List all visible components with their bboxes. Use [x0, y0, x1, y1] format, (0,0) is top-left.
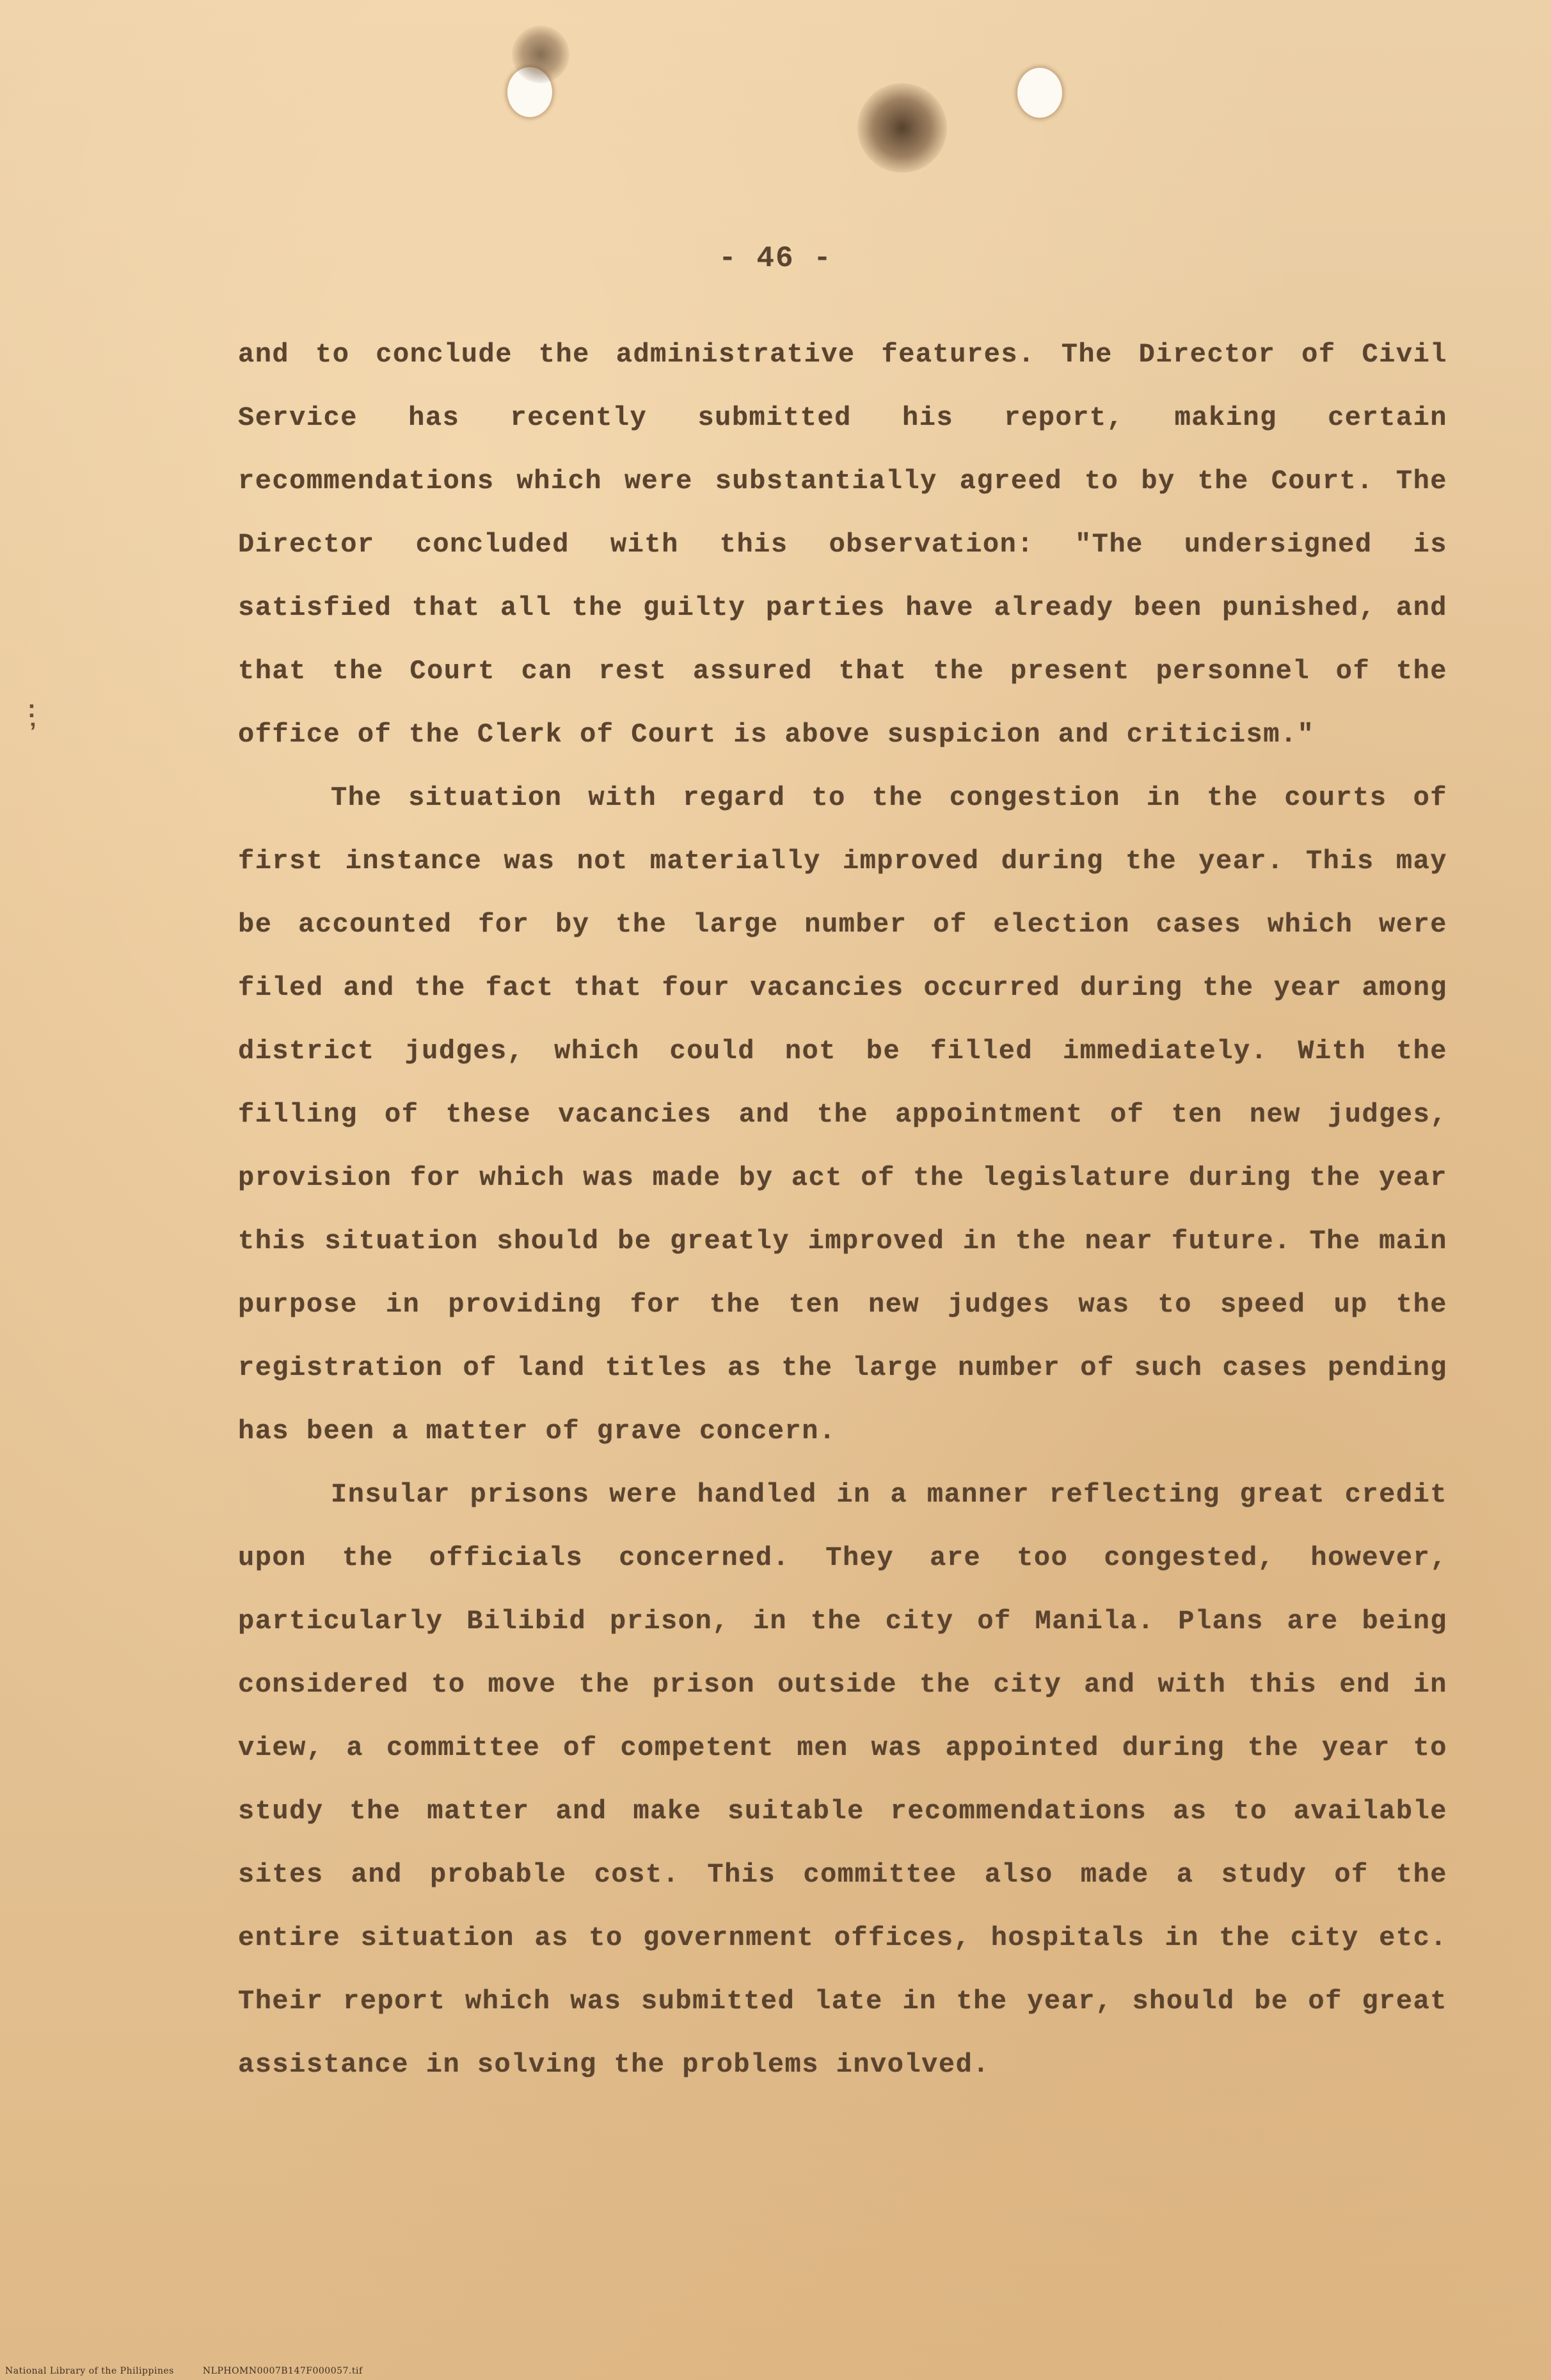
- paragraph-3: Insular prisons were handled in a manner reflecting great credit upon the officials concerned. They are too congested, however, particularly Bilibid prison, in the city of Manila. Plans are being considered to move the prison outside the city and with this end in view, a committee of competent men was appointed during the year to study the matter and make suitable recommendations as to available sites and probable cost. This committee also made a study of the entire situation as to government offices, hospitals in the city etc. Their report which was submitted late in the year, should be of great assistance in solving the problems involved.: [238, 1479, 1447, 2080]
- page-number: - 46 -: [719, 242, 832, 275]
- punch-hole-right: [1017, 68, 1062, 118]
- footer-file-id: NLPHOMN0007B147F000057.tif: [202, 2366, 363, 2376]
- ink-stain: [857, 83, 947, 173]
- archive-footer: [5, 2366, 363, 2376]
- paragraph-2: The situation with regard to the congestion in the courts of first instance was not materially improved during the year. This may be accounted for by the large number of election cases which were filed and the fact that four vacancies occurred during the year among district judges, which could not be filled immediately. With the filling of these vacancies and the appointment of ten new judges, provision for which was made by act of the legislature during the year this situation should be greatly improved in the near future. The main purpose in providing for the ten new judges was to speed up the registration of land titles as the large number of such cases pending has been a matter of grave concern.: [238, 782, 1447, 1447]
- footer-institution: National Library of the Philippines: [5, 2366, 174, 2376]
- ink-stain-small: [512, 26, 569, 83]
- document-body: [238, 323, 1447, 2097]
- paragraph-1: and to conclude the administrative features. The Director of Civil Service has recently submitted his report, making certain recommendations which were substantially agreed to by the Court. The Director concluded with this observation: "The undersigned is satisfied that all the guilty parties have already been punished, and that the Court can rest assured that the present personnel of the office of the Clerk of Court is above suspicion and criticism.": [238, 339, 1447, 750]
- margin-mark-colon: :: [24, 697, 39, 725]
- margin-mark-tick: ʼ: [26, 720, 40, 747]
